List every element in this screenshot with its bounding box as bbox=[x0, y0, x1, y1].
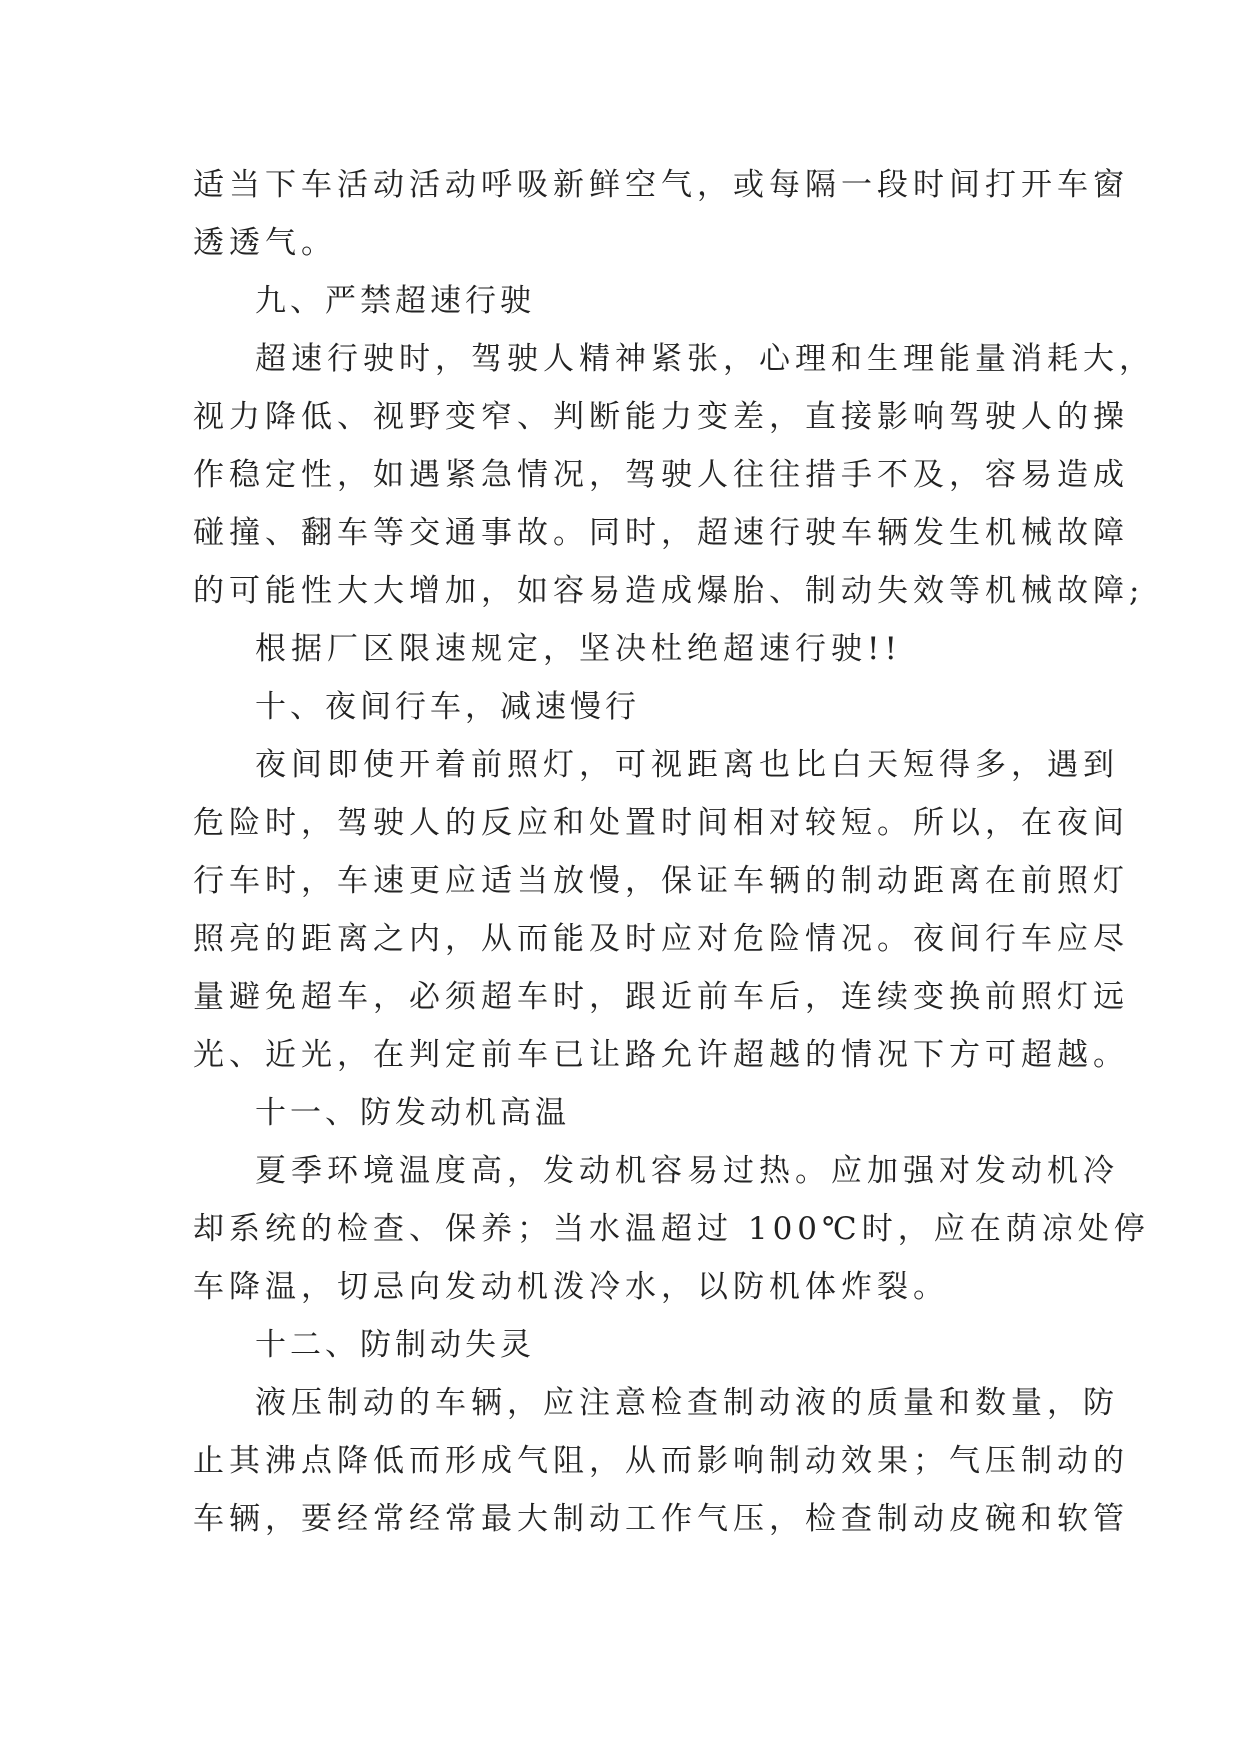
paragraph-line: 照亮的距离之内，从而能及时应对危险情况。夜间行车应尽 bbox=[193, 921, 1129, 957]
paragraph-line: 却系统的检查、保养；当水温超过 100℃时，应在荫凉处停 bbox=[193, 1211, 1150, 1247]
paragraph-line: 作稳定性，如遇紧急情况，驾驶人往往措手不及，容易造成 bbox=[193, 457, 1129, 493]
paragraph-line: 夜间即使开着前照灯，可视距离也比白天短得多，遇到 bbox=[255, 747, 1119, 783]
paragraph-line: 车辆，要经常经常最大制动工作气压，检查制动皮碗和软管 bbox=[193, 1501, 1129, 1537]
paragraph-line: 量避免超车，必须超车时，跟近前车后，连续变换前照灯远 bbox=[193, 979, 1129, 1015]
section-heading: 十、夜间行车，减速慢行 bbox=[255, 689, 640, 725]
paragraph-line: 的可能性大大增加，如容易造成爆胎、制动失效等机械故障; bbox=[193, 573, 1145, 609]
paragraph-line: 光、近光，在判定前车已让路允许超越的情况下方可超越。 bbox=[193, 1037, 1129, 1073]
paragraph-line: 夏季环境温度高，发动机容易过热。应加强对发动机冷 bbox=[255, 1153, 1119, 1189]
paragraph-line: 碰撞、翻车等交通事故。同时，超速行驶车辆发生机械故障 bbox=[193, 515, 1129, 551]
paragraph-line: 超速行驶时，驾驶人精神紧张，心理和生理能量消耗大， bbox=[255, 341, 1155, 377]
paragraph-line: 止其沸点降低而形成气阻，从而影响制动效果；气压制动的 bbox=[193, 1443, 1129, 1479]
paragraph-line: 根据厂区限速规定，坚决杜绝超速行驶!! bbox=[255, 631, 902, 667]
paragraph-line: 视力降低、视野变窄、判断能力变差，直接影响驾驶人的操 bbox=[193, 399, 1129, 435]
section-heading: 十一、防发动机高温 bbox=[255, 1095, 570, 1131]
section-heading: 九、严禁超速行驶 bbox=[255, 283, 535, 319]
paragraph-line: 透透气。 bbox=[193, 225, 337, 261]
paragraph-line: 行车时，车速更应适当放慢，保证车辆的制动距离在前照灯 bbox=[193, 863, 1129, 899]
paragraph-line: 危险时，驾驶人的反应和处置时间相对较短。所以，在夜间 bbox=[193, 805, 1129, 841]
paragraph-line: 液压制动的车辆，应注意检查制动液的质量和数量，防 bbox=[255, 1385, 1119, 1421]
document-body bbox=[193, 156, 1155, 1548]
section-heading: 十二、防制动失灵 bbox=[255, 1327, 535, 1363]
paragraph-line: 适当下车活动活动呼吸新鲜空气，或每隔一段时间打开车窗 bbox=[193, 167, 1129, 203]
paragraph-line: 车降温，切忌向发动机泼冷水，以防机体炸裂。 bbox=[193, 1269, 949, 1305]
